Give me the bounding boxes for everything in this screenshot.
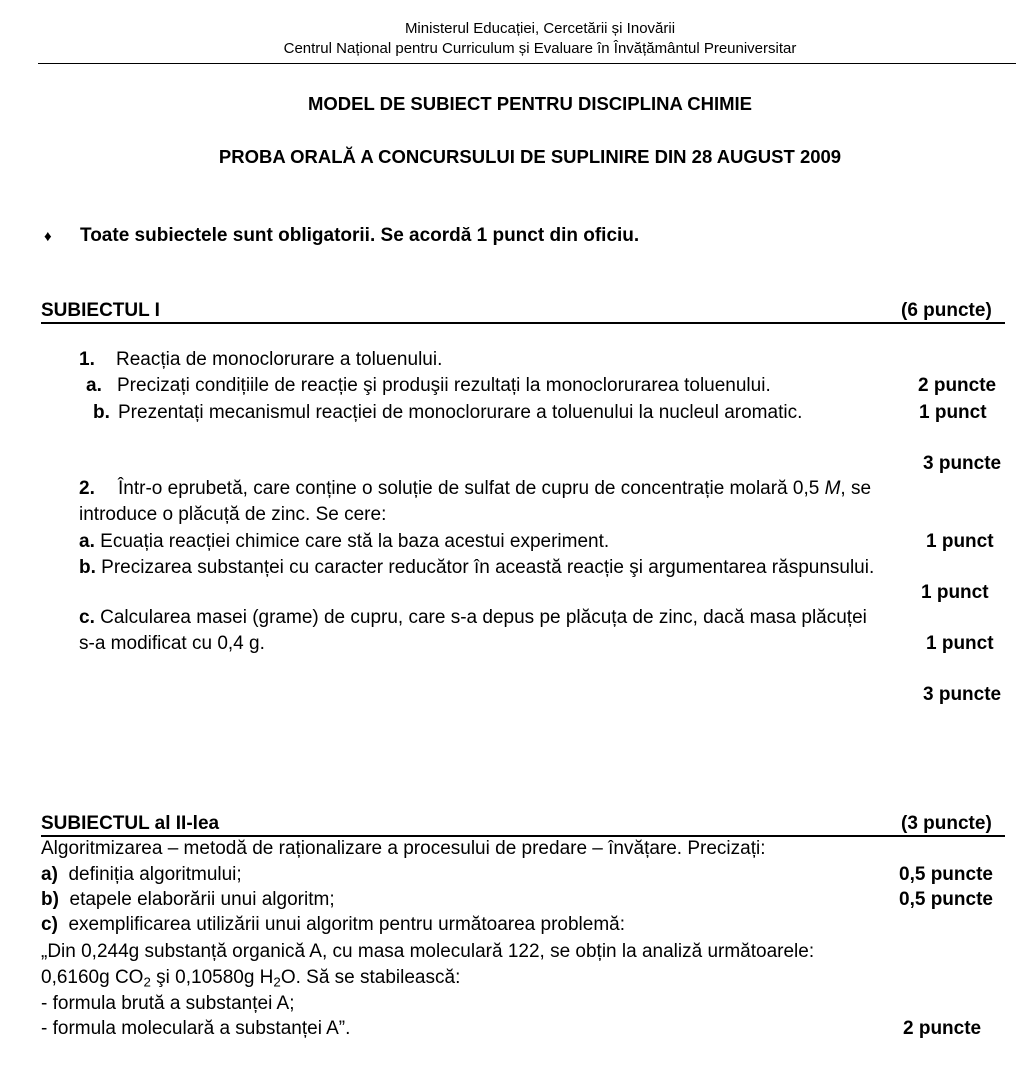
q1-a-label: a. xyxy=(86,375,102,396)
section2-rule xyxy=(41,835,1005,837)
q1-b-points: 1 punct xyxy=(919,402,987,423)
q2-c-text1: Calcularea masei (grame) de cupru, care s-a depus pe plăcuța de zinc, dacă masa plăcuței xyxy=(100,607,867,628)
q1-total-points: 3 puncte xyxy=(923,453,1002,474)
s2-c xyxy=(41,914,625,936)
h2o-subscript: 2 xyxy=(273,974,281,990)
q2-c-points: 1 punct xyxy=(926,633,994,654)
s2-b xyxy=(41,889,335,911)
q1-text: Reacția de monoclorurare a toluenului. xyxy=(116,349,443,370)
s2-a-points: 0,5 puncte xyxy=(899,864,993,885)
ministry-header: Ministerul Educației, Cercetării și Inovării xyxy=(404,20,676,37)
q1-a-text: Precizați condițiile de reacție şi produşii rezultați la monoclorurarea toluenului. xyxy=(117,375,771,396)
problem-line4: - formula moleculară a substanței A”. xyxy=(41,1018,351,1039)
section2-points: (3 puncte) xyxy=(901,813,992,834)
q2-c xyxy=(79,607,867,629)
problem-line3: - formula brută a substanței A; xyxy=(41,993,295,1014)
q2-line1-unit: M xyxy=(824,478,841,499)
problem-line2 xyxy=(41,967,460,989)
document-subtitle: PROBA ORALĂ A CONCURSULUI DE SUPLINIRE DIN 28 AUGUST 2009 xyxy=(218,146,842,167)
q2-b-label: b. xyxy=(79,557,96,578)
q2-c-text2: s-a modificat cu 0,4 g. xyxy=(79,633,265,654)
s2-a-label: a) xyxy=(41,864,58,885)
q2-b-points: 1 punct xyxy=(921,582,989,603)
instruction-text: Toate subiectele sunt obligatorii. Se acordă 1 punct din oficiu. xyxy=(80,225,640,246)
q1-b-label: b. xyxy=(93,402,110,423)
problem-line2-a: 0,6160g CO xyxy=(41,967,144,988)
section2-intro: Algoritmizarea – metodă de raționalizare a procesului de predare – învățare. Precizați: xyxy=(41,838,766,859)
q2-total-points: 3 puncte xyxy=(923,684,1002,705)
q1-b-text: Prezentați mecanismul reacției de monoclorurare a toluenului la nucleul aromatic. xyxy=(118,402,803,423)
s2-b-points: 0,5 puncte xyxy=(899,889,993,910)
q2-c-label: c. xyxy=(79,607,95,628)
q2-b xyxy=(79,557,874,579)
document-title: MODEL DE SUBIECT PENTRU DISCIPLINA CHIMIE xyxy=(307,93,753,114)
q1-number: 1. xyxy=(79,349,95,370)
q2-b-text: Precizarea substanței cu caracter reducător în această reacție şi argumentarea răspunsului. xyxy=(101,557,875,578)
bullet-icon: ♦ xyxy=(44,228,52,245)
s2-a xyxy=(41,864,242,886)
s2-c-label: c) xyxy=(41,914,58,935)
s2-c-text: exemplificarea utilizării unui algoritm pentru următoarea problemă: xyxy=(68,914,626,935)
header-rule xyxy=(38,63,1016,64)
problem-line2-b: şi 0,10580g H xyxy=(150,967,274,988)
s2-c-points: 2 puncte xyxy=(903,1018,982,1039)
section1-points: (6 puncte) xyxy=(901,300,992,321)
q2-line2: introduce o plăcuță de zinc. Se cere: xyxy=(79,504,387,525)
q2-number: 2. xyxy=(79,478,95,499)
q2-a-label: a. xyxy=(79,531,95,552)
section1-rule xyxy=(41,322,1005,324)
q2-line1 xyxy=(118,478,871,500)
q2-line1-end: , se xyxy=(840,478,872,499)
section2-heading: SUBIECTUL al II-lea xyxy=(41,813,220,834)
problem-line2-c: O. Să se stabilească: xyxy=(280,967,461,988)
q1-a-points: 2 puncte xyxy=(918,375,997,396)
center-header: Centrul Național pentru Curriculum și Evaluare în Învățământul Preuniversitar xyxy=(283,40,797,57)
q2-a-points: 1 punct xyxy=(926,531,994,552)
section1-heading: SUBIECTUL I xyxy=(41,300,160,321)
q2-a xyxy=(79,531,609,553)
q2-line1-text: Într-o eprubetă, care conține o soluție de sulfat de cupru de concentrație molară 0,5 xyxy=(118,478,825,499)
problem-line1: „Din 0,244g substanță organică A, cu masa moleculară 122, se obțin la analiză următoarele: xyxy=(41,941,815,962)
co2-subscript: 2 xyxy=(143,974,151,990)
s2-a-text: definiția algoritmului; xyxy=(68,864,242,885)
q2-a-text: Ecuația reacției chimice care stă la baza acestui experiment. xyxy=(100,531,610,552)
s2-b-text: etapele elaborării unui algoritm; xyxy=(69,889,335,910)
s2-b-label: b) xyxy=(41,889,59,910)
